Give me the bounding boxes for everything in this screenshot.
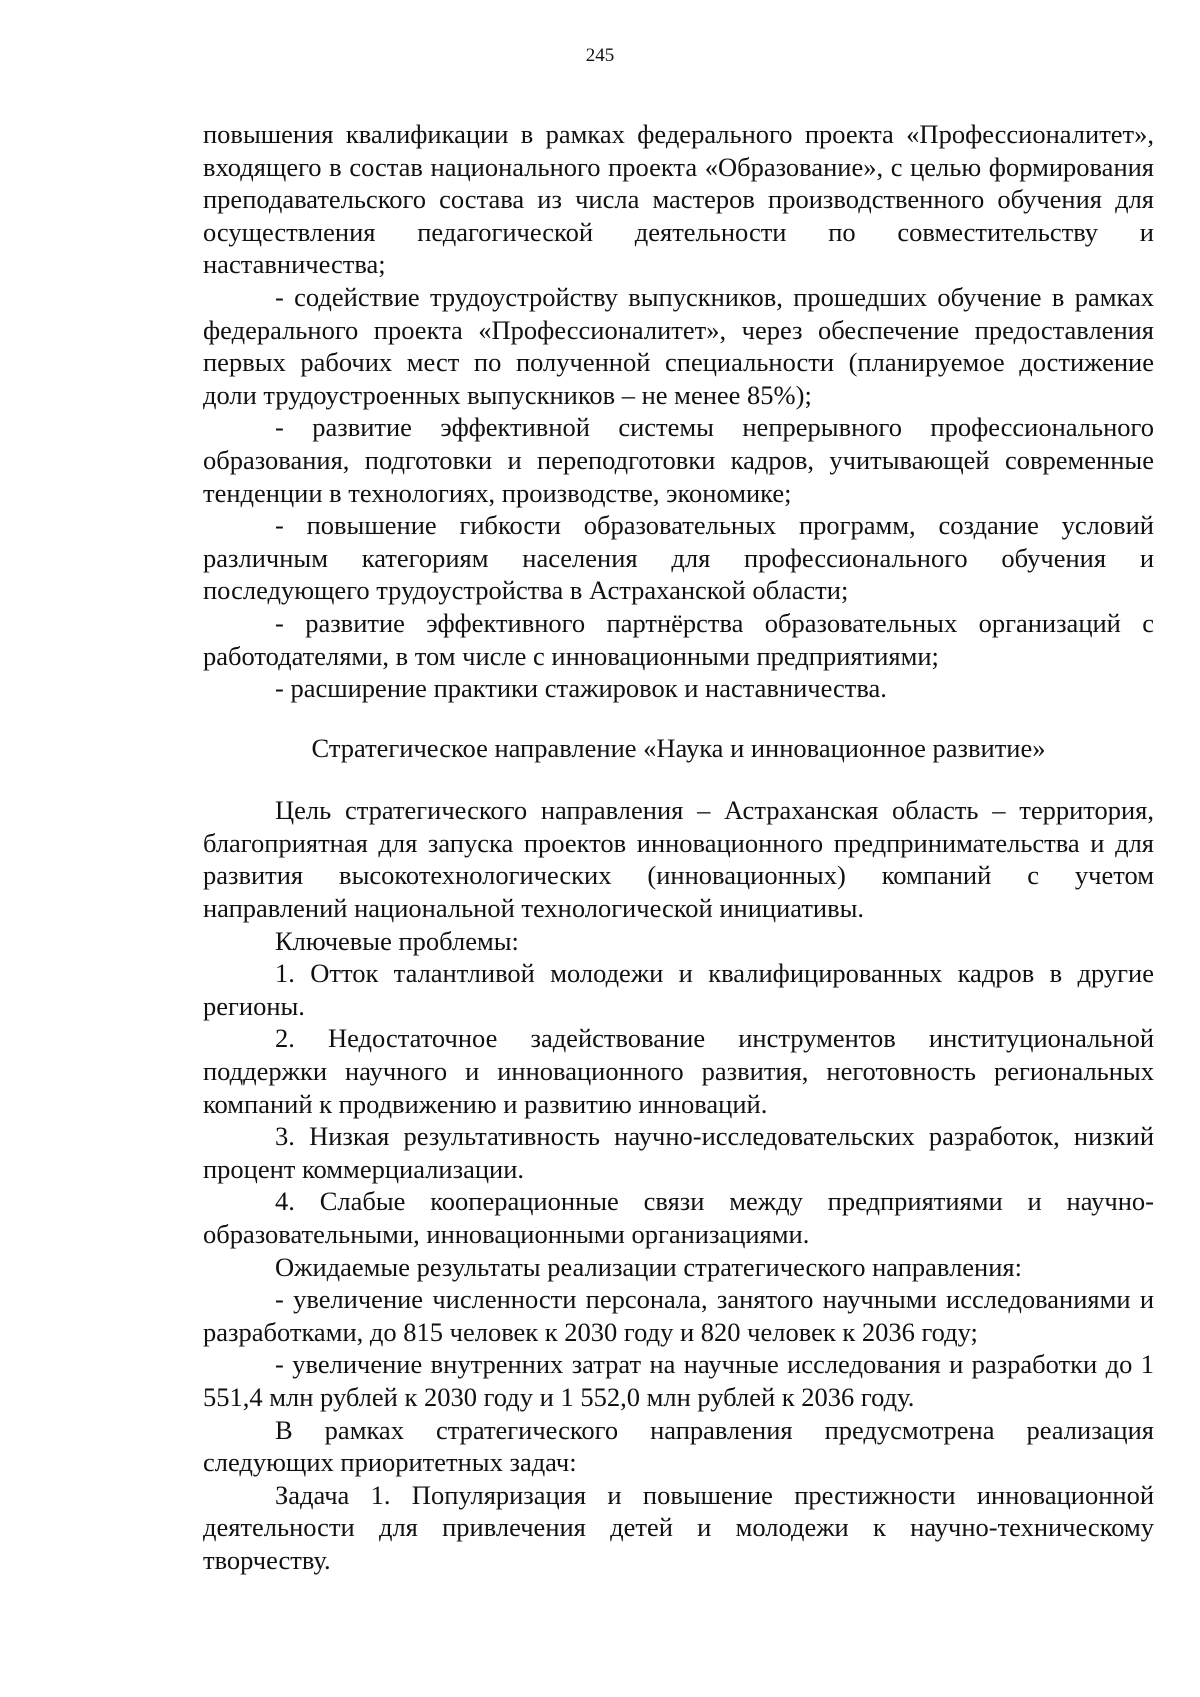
list-item: - увеличение внутренних затрат на научные исследования и разработки до 1 551,4 млн рублей к 2030 году и 1 552,0 млн рублей к 2036 году.	[203, 1349, 1154, 1412]
list-item: 2. Недостаточное задействование инструментов институциональной поддержки научного и инновационного развития, неготовность региональных компаний к продвижению и развитию инноваций.	[203, 1023, 1154, 1119]
paragraph-continued: повышения квалификации в рамках федерального проекта «Профессионалитет», входящего в состав национального проекта «Образование», с целью формирования преподавательского состава из числа мастеров производственного обучения для осуществления педагогической деятельности по совместительству и наставничества;	[203, 119, 1154, 280]
list-item: 3. Низкая результативность научно-исследовательских разработок, низкий процент коммерциализации.	[203, 1121, 1154, 1184]
paragraph: В рамках стратегического направления предусмотрена реализация следующих приоритетных задач:	[203, 1414, 1154, 1478]
list-item: - увеличение численности персонала, занятого научными исследованиями и разработками, до 815 человек к 2030 году и 820 человек к 2036 году;	[203, 1284, 1154, 1347]
paragraph: Цель стратегического направления – Астраханская область – территория, благоприятная для запуска проектов инновационного предпринимательства и для развития высокотехнологических (инновационных) компаний с учетом направлений национальной технологической инициативы.	[203, 795, 1154, 924]
paragraph: Ключевые проблемы:	[275, 925, 519, 956]
section-heading: Стратегическое направление «Наука и инновационное развитие»	[311, 732, 1046, 763]
body-text	[203, 118, 1154, 1577]
list-item: - развитие эффективной системы непрерывного профессионального образования, подготовки и переподготовки кадров, учитывающей современные тенденции в технологиях, производстве, экономике;	[203, 412, 1154, 508]
list-item: 1. Отток талантливой молодежи и квалифицированных кадров в другие регионы.	[203, 958, 1154, 1021]
list-item: - развитие эффективного партнёрства образовательных организаций с работодателями, в том числе с инновационными предприятиями;	[203, 607, 1154, 671]
list-item: - расширение практики стажировок и наставничества.	[275, 673, 887, 704]
list-item: - содействие трудоустройству выпускников, прошедших обучение в рамках федерального проекта «Профессионалитет», через обеспечение предоставления первых рабочих мест по полученной специальности (планируемое достижение доли трудоустроенных выпускников – не менее 85%);	[203, 281, 1154, 410]
list-item: 4. Слабые кооперационные связи между предприятиями и научно-образовательными, инновационными организациями.	[203, 1186, 1154, 1249]
paragraph: Ожидаемые результаты реализации стратегического направления:	[275, 1251, 1022, 1282]
list-item: - повышение гибкости образовательных программ, создание условий различным категориям населения для профессионального обучения и последующего трудоустройства в Астраханской области;	[203, 510, 1154, 606]
paragraph: Задача 1. Популяризация и повышение престижности инновационной деятельности для привлечения детей и молодежи к научно-техническому творчеству.	[203, 1479, 1154, 1575]
page-number: 245	[585, 45, 615, 66]
